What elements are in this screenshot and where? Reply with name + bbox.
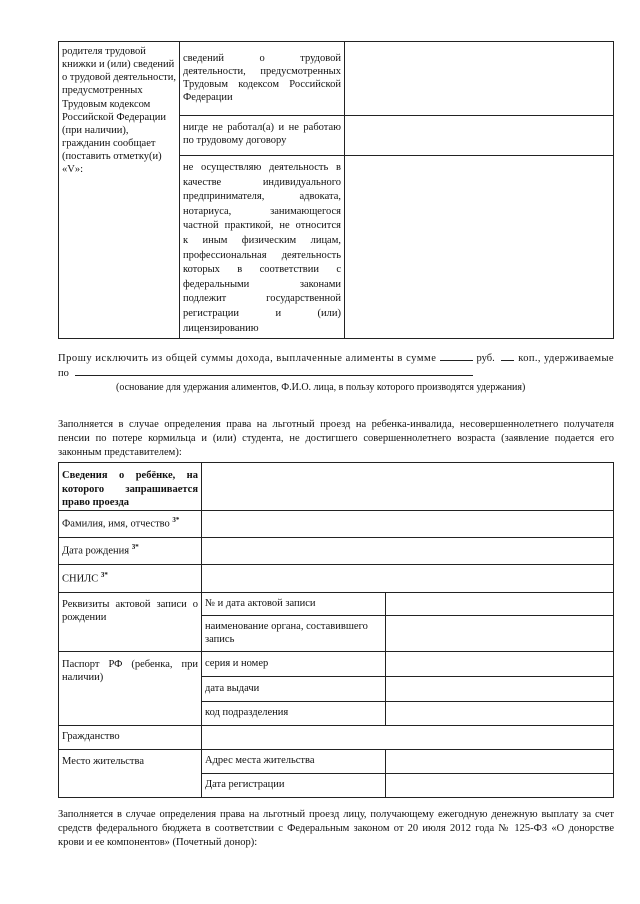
option-line: регистрации и (или) — [183, 307, 341, 319]
act-organ-label: наименование органа, составившего запись — [205, 620, 368, 645]
label-line: «V»: — [62, 164, 83, 176]
option-line: федеральными законами — [183, 278, 341, 290]
label-line: о трудовой деятельности, — [62, 72, 176, 84]
residence-address-label-cell — [202, 749, 386, 773]
option-line: сведений о трудовой — [183, 53, 341, 64]
option-line: профессиональная деятельность — [183, 249, 341, 261]
child-birth-field[interactable] — [202, 537, 614, 564]
child-fio-label-cell — [59, 510, 202, 537]
residence-label: Место жительства — [62, 755, 144, 767]
alimony-basis-field[interactable] — [75, 366, 473, 376]
passport-code-label-cell — [202, 701, 386, 725]
alimony-po-label: по — [58, 368, 69, 380]
act-record-label: Реквизиты актовой записи о рождении — [62, 598, 198, 623]
passport-code-field[interactable] — [386, 701, 614, 725]
residence-address-field[interactable] — [386, 749, 614, 773]
residence-label-cell — [59, 749, 202, 797]
option-line: частной практикой, не относится — [183, 220, 341, 232]
act-organ-label-cell — [202, 615, 386, 651]
option-line: Федерации — [183, 92, 233, 104]
footnote-mark: 3* — [100, 570, 108, 579]
label-line: (поставить отметку(и) — [62, 151, 162, 162]
child-snils-label: СНИЛС — [62, 573, 99, 585]
passport-date-label-cell — [202, 676, 386, 701]
residence-date-label: Дата регистрации — [205, 779, 285, 791]
act-number-label-cell — [202, 592, 386, 615]
footnote-mark: 3* — [131, 543, 139, 552]
child-info-header-value — [202, 463, 614, 511]
residence-date-label-cell — [202, 773, 386, 797]
passport-series-label-cell — [202, 651, 386, 676]
act-record-label-cell — [59, 592, 202, 651]
employment-status-table — [58, 41, 614, 339]
option-line: качестве индивидуального — [183, 176, 341, 188]
footnote-mark: 3* — [172, 516, 180, 525]
option-line: не осуществляю деятельность в — [183, 162, 341, 173]
checkmark-cell-no-professional-activity[interactable] — [345, 156, 614, 339]
citizenship-label: Гражданство — [62, 731, 120, 743]
alimony-line-2 — [58, 366, 614, 380]
option-line: которых в соответствии с — [183, 264, 341, 276]
child-birth-label-cell — [59, 537, 202, 564]
option-line: деятельности, предусмотренных — [183, 66, 341, 78]
label-line: книжки и (или) сведений — [62, 59, 175, 71]
option-line: подлежит государственной — [183, 293, 341, 305]
option-line: к иным физическим лицам, — [183, 234, 341, 246]
child-section-intro: Заполняется в случае определения права на льготный проезд на ребенка-инвалида, несовершеннолетнего получателя пенсии по потере кормильца и (или) студента, не достигшего совершеннолетнего возраста (заявление подается его законным представителем): — [58, 419, 614, 458]
alimony-text: Прошу исключить из общей суммы дохода, выплаченные алименты в сумме — [58, 353, 437, 364]
option-labor-info — [180, 42, 345, 116]
act-organ-field[interactable] — [386, 615, 614, 651]
residence-date-field[interactable] — [386, 773, 614, 797]
child-info-header — [59, 463, 202, 511]
passport-code-label: код подразделения — [205, 707, 289, 719]
option-line: Трудовым кодексом Российской — [183, 79, 341, 91]
alimony-caption: (основание для удержания алиментов, Ф.И.О. лица, в пользу которого производятся удержания) — [116, 382, 526, 394]
option-line: нигде не работал(а) и не работаю — [183, 122, 341, 133]
label-line: Российской Федерации — [62, 111, 166, 123]
option-line: предпринимателя, адвоката, — [183, 191, 341, 203]
child-info-header-text: Сведения о ребёнке, на которого запрашивается право проезда — [62, 470, 198, 508]
option-line: нотариуса, занимающегося — [183, 205, 341, 217]
alimony-kop-label: коп., удерживаемые — [518, 353, 614, 364]
passport-label-cell — [59, 651, 202, 725]
child-snils-label-cell — [59, 564, 202, 592]
passport-date-field[interactable] — [386, 676, 614, 701]
label-line: предусмотренных — [62, 85, 143, 97]
citizenship-label-cell — [59, 725, 202, 749]
alimony-rub-label: руб. — [476, 353, 495, 364]
residence-address-label: Адрес места жительства — [205, 755, 315, 767]
checkmark-cell-labor-info[interactable] — [345, 42, 614, 116]
option-line: лицензированию — [183, 322, 259, 334]
alimony-section — [58, 351, 614, 395]
label-line: (при наличии), — [62, 124, 129, 136]
child-info-table — [58, 462, 614, 798]
child-fio-field[interactable] — [202, 510, 614, 537]
label-line: гражданин сообщает — [62, 137, 156, 149]
option-not-employed — [180, 116, 345, 156]
passport-series-field[interactable] — [386, 651, 614, 676]
alimony-line-1 — [58, 351, 614, 365]
label-line: родителя трудовой — [62, 46, 146, 57]
child-birth-label: Дата рождения — [62, 545, 130, 557]
donor-section-intro: Заполняется в случае определения права на льготный проезд лицу, получающему ежегодную денежную выплату за счет средств федерального бюджета в соответствии с Федеральным законом от 20 июля 2012 года № 125-ФЗ «О донорстве крови и ее компонентов» (Почетный донор): — [58, 809, 614, 848]
act-number-label: № и дата актовой записи — [205, 597, 316, 609]
checkmark-cell-not-employed[interactable] — [345, 116, 614, 156]
passport-date-label: дата выдачи — [205, 682, 260, 694]
option-no-professional-activity — [180, 156, 345, 339]
option-line: по трудовому договору — [183, 135, 287, 147]
alimony-amount-rub-field[interactable] — [440, 351, 472, 361]
passport-series-label: серия и номер — [205, 657, 269, 669]
passport-label: Паспорт РФ (ребенка, при наличии) — [62, 658, 198, 683]
citizenship-field[interactable] — [202, 725, 614, 749]
child-snils-field[interactable] — [202, 564, 614, 592]
act-number-field[interactable] — [386, 592, 614, 615]
alimony-amount-kop-field[interactable] — [501, 351, 515, 361]
employment-status-label-cell — [59, 42, 180, 339]
child-fio-label: Фамилия, имя, отчество — [62, 518, 170, 530]
label-line: Трудовым кодексом — [62, 98, 151, 110]
